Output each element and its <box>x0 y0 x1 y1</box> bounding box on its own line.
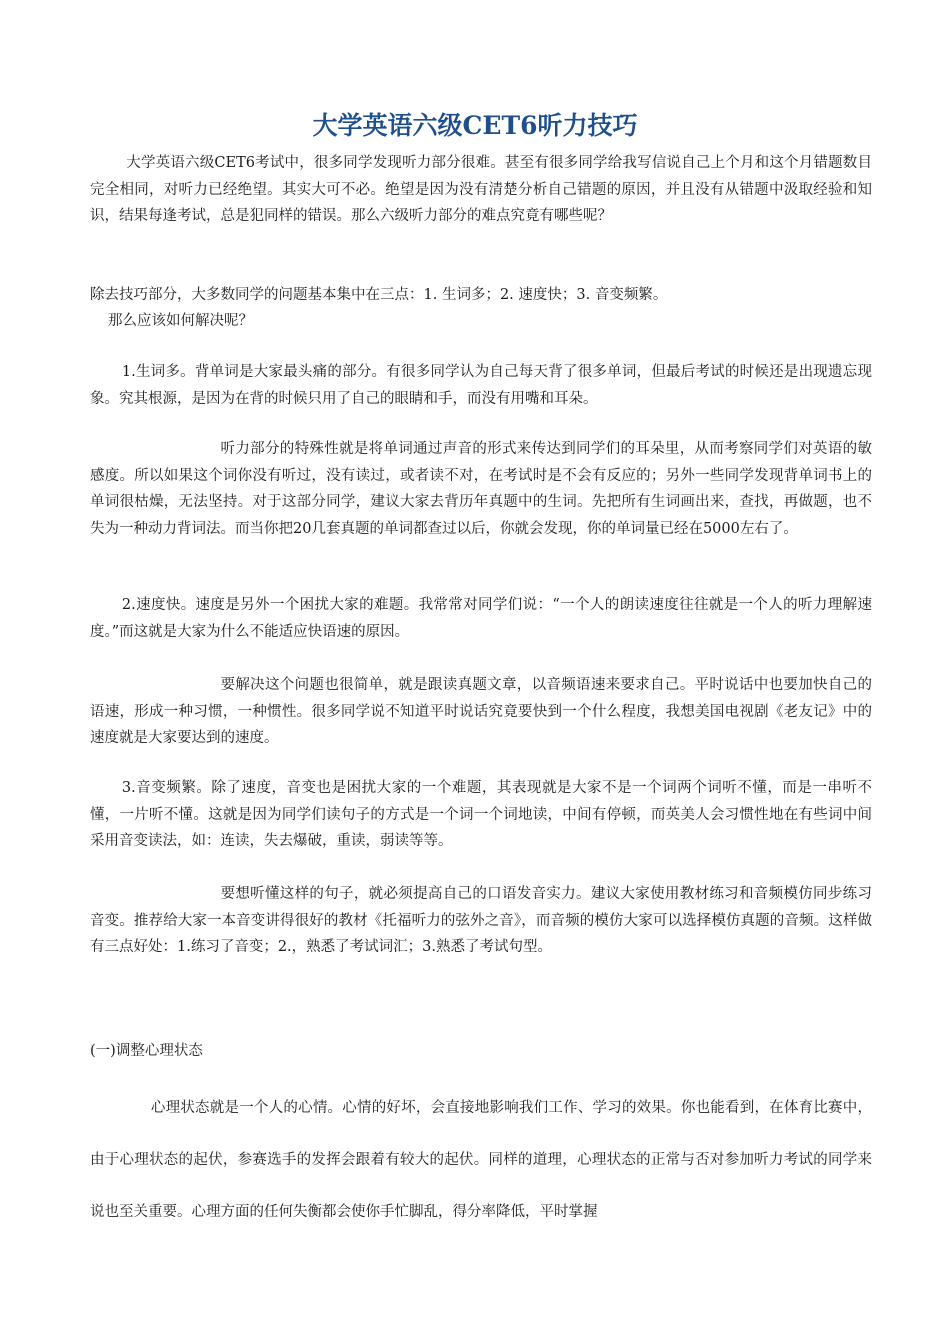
problems-summary: 除去技巧部分，大多数同学的问题基本集中在三点：1. 生词多；2. 速度快；3. 音变频繁。 <box>90 287 668 303</box>
document-title: 大学英语六级CET6听力技巧 <box>312 111 638 140</box>
vocab-paragraph: 1.生词多。背单词是大家最头痛的部分。有很多同学认为自己每天背了很多单词，但最后考试的时候还是出现遗忘现象。究其根源，是因为在背的时候只用了自己的眼睛和手，而没有用嘴和耳朵。 <box>90 364 872 407</box>
assimilation-paragraph: 3.音变频繁。除了速度，音变也是困扰大家的一个难题，其表现就是大家不是一个词两个词听不懂，而是一串听不懂，一片听不懂。这就是因为同学们读句子的方式是一个词一个词地读，中间有停顿，而英美人会习惯性地在有些词中间采用音变读法，如：连读，失去爆破，重读，弱读等等。 <box>90 780 872 849</box>
mindset-paragraph: 心理状态就是一个人的心情。心情的好坏，会直接地影响我们工作、学习的效果。你也能看到，在体育比赛中，由于心理状态的起伏，参赛选手的发挥会跟着有较大的起伏。同样的道理，心理状态的正常与否对参加听力考试的同学来说也至关重要。心理方面的任何失衡都会使你手忙脚乱，得分率降低，平时掌握 <box>90 1100 872 1220</box>
vocab-solution-paragraph: 听力部分的特殊性就是将单词通过声音的形式来传达到同学们的耳朵里，从而考察同学们对英语的敏感度。所以如果这个词你没有听过，没有读过，或者读不对，在考试时是不会有反应的；另外一些同学发现背单词书上的单词很枯燥，无法坚持。对于这部分同学，建议大家去背历年真题中的生词。先把所有生词画出来，查找，再做题，也不失为一种动力背词法。而当你把20几套真题的单词都查过以后，你就会发现，你的单词量已经在5000左右了。 <box>90 441 872 537</box>
speed-paragraph: 2.速度快。速度是另外一个困扰大家的难题。我常常对同学们说：“一个人的朗读速度往往就是一个人的听力理解速度。”而这就是大家为什么不能适应快语速的原因。 <box>90 597 872 640</box>
section-heading: (一)调整心理状态 <box>90 1043 203 1059</box>
assimilation-solution-paragraph: 要想听懂这样的句子，就必须提高自己的口语发音实力。建议大家使用教材练习和音频模仿同步练习音变。推荐给大家一本音变讲得很好的教材《托福听力的弦外之音》，而音频的模仿大家可以选择模仿真题的音频。这样做有三点好处：1.练习了音变；2.，熟悉了考试词汇；3.熟悉了考试句型。 <box>90 886 872 955</box>
intro-paragraph: 大学英语六级CET6考试中，很多同学发现听力部分很难。甚至有很多同学给我写信说自己上个月和这个月错题数目完全相同，对听力已经绝望。其实大可不必。绝望是因为没有清楚分析自己错题的原因，并且没有从错题中汲取经验和知识，结果每逢考试，总是犯同样的错误。那么六级听力部分的难点究竟有哪些呢？ <box>90 155 872 224</box>
speed-solution-paragraph: 要解决这个问题也很简单，就是跟读真题文章，以音频语速来要求自己。平时说话中也要加快自己的语速，形成一种习惯，一种惯性。很多同学说不知道平时说话究竟要快到一个什么程度，我想美国电视剧《老友记》中的速度就是大家要达到的速度。 <box>90 677 872 746</box>
question-line: 那么应该如何解决呢？ <box>108 313 253 329</box>
